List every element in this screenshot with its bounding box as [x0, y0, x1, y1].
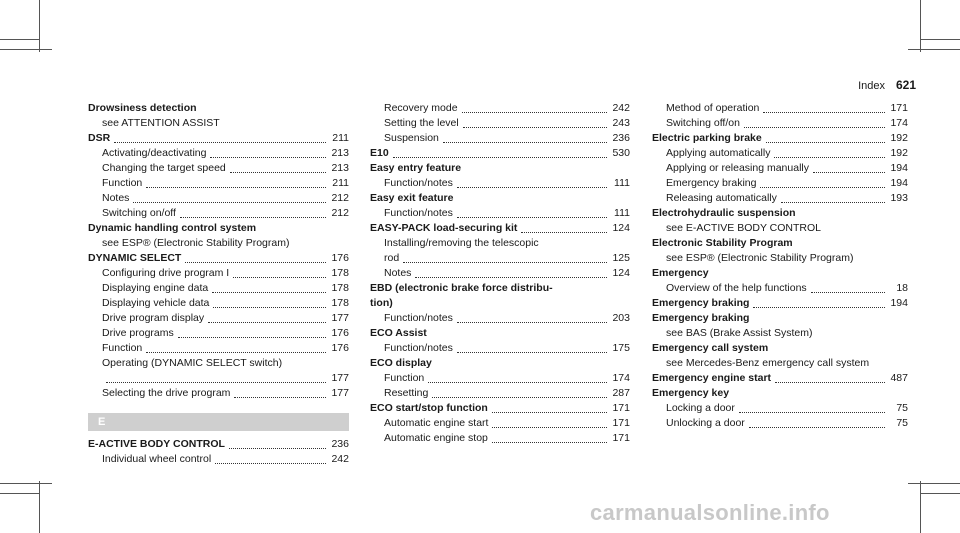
leader-dots — [180, 217, 326, 218]
leader-dots — [492, 427, 607, 428]
index-entry — [652, 266, 908, 281]
entry-text: E10 — [370, 147, 389, 159]
crop-mark — [39, 481, 40, 533]
entry-text: Function/notes — [384, 207, 453, 219]
entry-page-link[interactable]: 193 — [890, 192, 908, 204]
entry-text: ECO Assist — [370, 327, 427, 339]
entry-text: Electric parking brake — [652, 132, 762, 144]
leader-dots — [432, 397, 607, 398]
entry-page-link[interactable]: 177 — [331, 312, 349, 324]
leader-dots — [775, 382, 885, 383]
entry-page-link[interactable]: 124 — [612, 222, 630, 234]
leader-dots — [744, 127, 885, 128]
index-subentry — [88, 371, 349, 386]
entry-text: Activating/deactivating — [102, 147, 207, 159]
index-column-1 — [88, 101, 349, 467]
index-subentry — [370, 431, 630, 446]
index-subentry — [652, 356, 908, 371]
index-subentry — [88, 326, 349, 341]
index-subentry — [88, 356, 349, 371]
leader-dots — [233, 277, 326, 278]
entry-text: Applying or releasing manually — [666, 162, 809, 174]
entry-text: see ATTENTION ASSIST — [102, 117, 220, 129]
entry-page-link[interactable]: 175 — [612, 342, 630, 354]
crop-mark — [39, 0, 40, 52]
index-entry — [370, 326, 630, 341]
entry-text: Selecting the drive program — [102, 387, 231, 399]
leader-dots — [521, 232, 607, 233]
entry-text: Changing the target speed — [102, 162, 226, 174]
entry-text: rod — [384, 252, 400, 264]
index-subentry — [88, 296, 349, 311]
entry-page-link[interactable]: 177 — [331, 387, 349, 399]
crop-mark — [920, 39, 960, 40]
index-subentry — [652, 416, 908, 431]
leader-dots — [739, 412, 885, 413]
crop-mark — [0, 49, 52, 50]
entry-text: ECO display — [370, 357, 432, 369]
entry-page-link[interactable]: 75 — [896, 402, 908, 414]
index-entry — [370, 221, 630, 236]
entry-text: ECO start/stop function — [370, 402, 488, 414]
leader-dots — [185, 262, 326, 263]
entry-text: Electronic Stability Program — [652, 237, 793, 249]
entry-page-link[interactable]: 176 — [331, 327, 349, 339]
entry-text: Notes — [102, 192, 130, 204]
entry-page-link[interactable]: 203 — [612, 312, 630, 324]
index-entry — [370, 356, 630, 371]
entry-text: Individual wheel control — [102, 453, 212, 465]
entry-page-link[interactable]: 176 — [331, 342, 349, 354]
leader-dots — [781, 202, 885, 203]
entry-page-link[interactable]: 171 — [890, 102, 908, 114]
leader-dots — [811, 292, 885, 293]
entry-text: Automatic engine start — [384, 417, 489, 429]
index-subentry — [652, 251, 908, 266]
entry-page-link[interactable]: 236 — [331, 438, 349, 450]
entry-text: Method of operation — [666, 102, 760, 114]
leader-dots — [428, 382, 607, 383]
entry-text: see BAS (Brake Assist System) — [666, 327, 813, 339]
index-subentry — [88, 281, 349, 296]
entry-page-link[interactable]: 487 — [890, 372, 908, 384]
entry-text: see Mercedes-Benz emergency call system — [666, 357, 870, 369]
index-column-3 — [652, 101, 908, 431]
index-subentry — [370, 101, 630, 116]
entry-text: Drive program display — [102, 312, 205, 324]
index-entry — [370, 191, 630, 206]
crop-mark — [908, 483, 960, 484]
entry-page-link[interactable]: 212 — [331, 192, 349, 204]
entry-page-link[interactable]: 18 — [896, 282, 908, 294]
index-subentry — [652, 161, 908, 176]
entry-page-link[interactable]: 212 — [331, 207, 349, 219]
index-subentry — [88, 146, 349, 161]
index-subentry — [88, 206, 349, 221]
entry-text: Emergency key — [652, 387, 730, 399]
leader-dots — [492, 442, 607, 443]
entry-text: Function/notes — [384, 342, 453, 354]
crop-mark — [920, 0, 921, 52]
entry-text: Notes — [384, 267, 412, 279]
entry-text: see E-ACTIVE BODY CONTROL — [666, 222, 822, 234]
leader-dots — [178, 337, 326, 338]
entry-text: Drive programs — [102, 327, 174, 339]
entry-page-link[interactable]: 111 — [614, 207, 630, 219]
index-entry — [652, 311, 908, 326]
entry-page-link[interactable]: 174 — [612, 372, 630, 384]
entry-text: Unlocking a door — [666, 417, 745, 429]
entry-page-link[interactable]: 178 — [331, 282, 349, 294]
index-subentry — [370, 236, 630, 251]
leader-dots — [415, 277, 607, 278]
index-entry — [88, 437, 349, 452]
index-subentry — [88, 452, 349, 467]
entry-text: Configuring drive program I — [102, 267, 230, 279]
entry-text: Resetting — [384, 387, 429, 399]
entry-text: Recovery mode — [384, 102, 458, 114]
entry-text: Switching off/on — [666, 117, 740, 129]
entry-text: Function/notes — [384, 177, 453, 189]
leader-dots — [208, 322, 326, 323]
header-label: Index — [858, 80, 886, 92]
section-header: E — [88, 413, 349, 431]
index-entry — [88, 221, 349, 236]
page-header — [858, 78, 916, 92]
leader-dots — [146, 352, 326, 353]
leader-dots — [234, 397, 326, 398]
index-subentry — [88, 236, 349, 251]
entry-page-link[interactable]: 111 — [614, 177, 630, 189]
entry-page-link[interactable]: 176 — [331, 252, 349, 264]
index-subentry — [652, 116, 908, 131]
index-entry — [88, 251, 349, 266]
leader-dots — [114, 142, 326, 143]
leader-dots — [457, 352, 607, 353]
crop-mark — [920, 481, 921, 533]
entry-text: Setting the level — [384, 117, 459, 129]
entry-text: Displaying engine data — [102, 282, 209, 294]
entry-page-link[interactable]: 192 — [890, 147, 908, 159]
index-entry — [652, 296, 908, 311]
entry-text: Releasing automatically — [666, 192, 777, 204]
entry-text: Electrohydraulic suspension — [652, 207, 796, 219]
index-subentry — [652, 401, 908, 416]
entry-page-link[interactable]: 75 — [896, 417, 908, 429]
entry-page-link[interactable]: 242 — [612, 102, 630, 114]
entry-page-link[interactable]: 171 — [612, 402, 630, 414]
index-subentry — [652, 146, 908, 161]
index-entry — [370, 296, 630, 311]
entry-text: Overview of the help functions — [666, 282, 807, 294]
crop-mark — [920, 493, 960, 494]
leader-dots — [749, 427, 885, 428]
entry-page-link[interactable]: 213 — [331, 147, 349, 159]
watermark: carmanualsonline.info — [590, 500, 830, 525]
leader-dots — [753, 307, 885, 308]
index-entry — [370, 281, 630, 296]
entry-page-link[interactable]: 211 — [332, 132, 349, 144]
entry-text: Displaying vehicle data — [102, 297, 210, 309]
entry-text: Easy exit feature — [370, 192, 454, 204]
leader-dots — [212, 292, 326, 293]
index-subentry — [652, 326, 908, 341]
entry-page-link[interactable]: 530 — [612, 147, 630, 159]
entry-page-link[interactable]: 194 — [890, 162, 908, 174]
leader-dots — [766, 142, 885, 143]
entry-text: Emergency braking — [666, 177, 757, 189]
entry-text: DSR — [88, 132, 111, 144]
entry-page-link[interactable]: 242 — [331, 453, 349, 465]
index-entry — [652, 341, 908, 356]
leader-dots — [457, 217, 607, 218]
index-subentry — [88, 161, 349, 176]
leader-dots — [760, 187, 885, 188]
leader-dots — [457, 322, 607, 323]
index-subentry — [370, 371, 630, 386]
index-subentry — [652, 101, 908, 116]
index-subentry — [88, 116, 349, 131]
index-subentry — [88, 191, 349, 206]
entry-text: Applying automatically — [666, 147, 771, 159]
leader-dots — [462, 112, 607, 113]
index-entry — [370, 146, 630, 161]
entry-text: tion) — [370, 297, 393, 309]
index-entry — [370, 401, 630, 416]
entry-page-link[interactable]: 125 — [612, 252, 630, 264]
index-subentry — [370, 341, 630, 356]
leader-dots — [210, 157, 326, 158]
leader-dots — [393, 157, 607, 158]
leader-dots — [133, 202, 326, 203]
leader-dots — [213, 307, 326, 308]
entry-text: Automatic engine stop — [384, 432, 488, 444]
entry-page-link[interactable]: 174 — [890, 117, 908, 129]
index-subentry — [370, 116, 630, 131]
entry-page-link[interactable]: 194 — [890, 177, 908, 189]
entry-text: Dynamic handling control system — [88, 222, 257, 234]
entry-text: Emergency — [652, 267, 709, 279]
index-subentry — [370, 251, 630, 266]
index-subentry — [370, 311, 630, 326]
entry-text: Function — [102, 342, 143, 354]
index-subentry — [652, 176, 908, 191]
leader-dots — [492, 412, 607, 413]
entry-page-link[interactable]: 171 — [612, 432, 630, 444]
index-subentry — [88, 176, 349, 191]
index-subentry — [652, 281, 908, 296]
index-entry — [652, 371, 908, 386]
entry-page-link[interactable]: 194 — [890, 297, 908, 309]
entry-text: Function — [102, 177, 143, 189]
entry-text: Easy entry feature — [370, 162, 462, 174]
index-subentry — [88, 386, 349, 401]
index-entry — [652, 386, 908, 401]
entry-page-link[interactable]: 287 — [612, 387, 630, 399]
index-subentry — [652, 191, 908, 206]
entry-page-link[interactable]: 171 — [612, 417, 630, 429]
index-subentry — [370, 266, 630, 281]
entry-text: Function/notes — [384, 312, 453, 324]
entry-text: Emergency braking — [652, 312, 750, 324]
entry-text: EASY-PACK load-securing kit — [370, 222, 518, 234]
entry-page-link[interactable]: 124 — [612, 267, 630, 279]
index-entry — [652, 206, 908, 221]
index-subentry — [88, 341, 349, 356]
leader-dots — [763, 112, 885, 113]
index-subentry — [88, 311, 349, 326]
crop-mark — [908, 49, 960, 50]
index-subentry — [370, 416, 630, 431]
entry-page-link[interactable]: 177 — [331, 372, 349, 384]
entry-text: Suspension — [384, 132, 439, 144]
entry-text: Drowsiness detection — [88, 102, 197, 114]
entry-text: Installing/removing the telescopic — [384, 237, 539, 249]
index-subentry — [370, 386, 630, 401]
page-number: 621 — [895, 78, 916, 92]
leader-dots — [146, 187, 326, 188]
entry-page-link[interactable]: 178 — [331, 267, 349, 279]
leader-dots — [229, 448, 326, 449]
index-entry — [652, 131, 908, 146]
index-subentry — [370, 131, 630, 146]
crop-mark — [0, 39, 40, 40]
leader-dots — [230, 172, 326, 173]
index-subentry — [370, 206, 630, 221]
entry-page-link[interactable]: 192 — [890, 132, 908, 144]
crop-mark — [0, 493, 40, 494]
index-subentry — [652, 221, 908, 236]
index-subentry — [370, 176, 630, 191]
leader-dots — [774, 157, 885, 158]
crop-mark — [0, 483, 52, 484]
entry-page-link[interactable]: 178 — [331, 297, 349, 309]
index-column-2 — [370, 101, 630, 446]
leader-dots — [215, 463, 326, 464]
index-entry — [88, 101, 349, 116]
entry-page-link[interactable]: 243 — [612, 117, 630, 129]
index-entry — [88, 131, 349, 146]
leader-dots — [463, 127, 607, 128]
entry-page-link[interactable]: 211 — [332, 177, 349, 189]
entry-text: Operating (DYNAMIC SELECT switch) — [102, 357, 283, 369]
entry-page-link[interactable]: 236 — [612, 132, 630, 144]
index-subentry — [88, 266, 349, 281]
index-entry — [652, 236, 908, 251]
entry-text: see ESP® (Electronic Stability Program) — [666, 252, 854, 264]
entry-text: Function — [384, 372, 425, 384]
leader-dots — [106, 382, 326, 383]
leader-dots — [457, 187, 607, 188]
entry-text: Emergency call system — [652, 342, 769, 354]
entry-text: see ESP® (Electronic Stability Program) — [102, 237, 290, 249]
entry-text: Emergency engine start — [652, 372, 772, 384]
entry-text: Locking a door — [666, 402, 735, 414]
leader-dots — [443, 142, 607, 143]
leader-dots — [403, 262, 607, 263]
entry-text: E-ACTIVE BODY CONTROL — [88, 438, 225, 450]
entry-text: Switching on/off — [102, 207, 176, 219]
entry-page-link[interactable]: 213 — [331, 162, 349, 174]
leader-dots — [813, 172, 885, 173]
index-entry — [370, 161, 630, 176]
entry-text: DYNAMIC SELECT — [88, 252, 182, 264]
entry-text: EBD (electronic brake force distribu- — [370, 282, 553, 294]
entry-text: Emergency braking — [652, 297, 750, 309]
